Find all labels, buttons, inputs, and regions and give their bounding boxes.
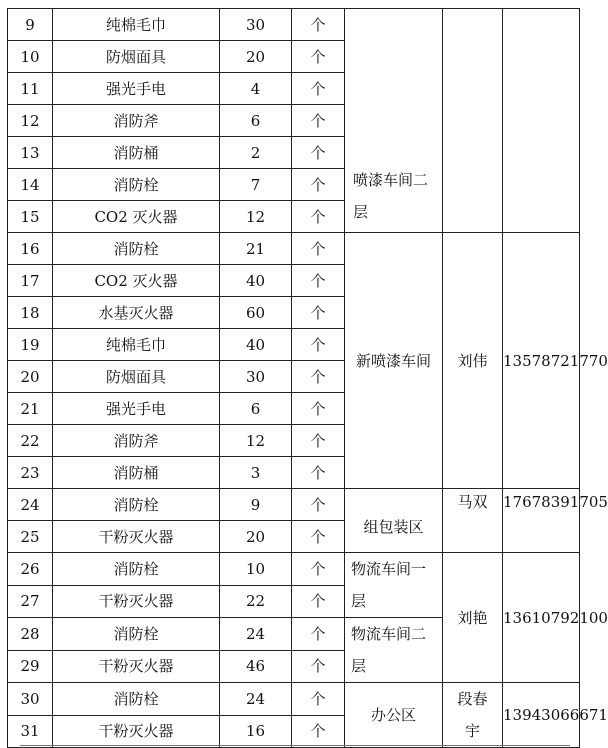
equipment-unit: 个 [292,715,345,748]
equipment-unit: 个 [292,425,345,457]
row-number: 18 [8,297,53,329]
equipment-unit: 个 [292,201,345,233]
equipment-unit: 个 [292,393,345,425]
equipment-quantity: 22 [220,585,292,618]
equipment-quantity: 2 [220,137,292,169]
equipment-unit: 个 [292,650,345,683]
equipment-quantity: 9 [220,489,292,521]
equipment-quantity: 40 [220,329,292,361]
equipment-name: 消防栓 [53,489,220,521]
table-row [8,683,580,716]
equipment-quantity: 7 [220,169,292,201]
row-number: 21 [8,393,53,425]
location-cell: 办公区 [345,683,443,748]
row-number: 15 [8,201,53,233]
row-number: 13 [8,137,53,169]
equipment-name: 消防桶 [53,457,220,489]
equipment-unit: 个 [292,683,345,716]
equipment-unit: 个 [292,553,345,586]
row-number: 26 [8,553,53,586]
row-number: 24 [8,489,53,521]
table-row [8,233,580,265]
equipment-name: 防烟面具 [53,361,220,393]
equipment-unit: 个 [292,137,345,169]
location-cell [345,618,443,683]
equipment-quantity: 24 [220,683,292,716]
equipment-quantity: 21 [220,233,292,265]
equipment-name: 消防栓 [53,233,220,265]
row-number: 28 [8,618,53,651]
equipment-quantity: 6 [220,393,292,425]
equipment-name: CO2 灭火器 [53,201,220,233]
equipment-unit: 个 [292,361,345,393]
table-body [8,9,608,748]
row-number: 30 [8,683,53,716]
location-cell: 新喷漆车间 [345,233,443,489]
location-cell [345,553,443,618]
location-penqi2: 喷漆车间二层 [353,170,429,221]
location-cell [345,9,443,233]
location-wuliu1: 物流车间一层 [351,560,427,610]
equipment-quantity: 10 [220,553,292,586]
equipment-name: 防烟面具 [53,41,220,73]
equipment-quantity: 20 [220,41,292,73]
row-number: 10 [8,41,53,73]
row-number: 20 [8,361,53,393]
equipment-unit: 个 [292,73,345,105]
phone-cell [503,9,580,233]
equipment-quantity: 20 [220,521,292,553]
location-cell [345,489,443,553]
equipment-name: 消防栓 [53,683,220,716]
equipment-name: 干粉灭火器 [53,715,220,748]
equipment-unit: 个 [292,41,345,73]
table-row [8,489,580,521]
manager-mashuang: 马双 [457,493,488,511]
equipment-unit: 个 [292,169,345,201]
equipment-unit: 个 [292,457,345,489]
equipment-quantity: 4 [220,73,292,105]
equipment-quantity: 12 [220,425,292,457]
equipment-name: 强光手电 [53,73,220,105]
equipment-quantity: 60 [220,297,292,329]
equipment-name: 水基灭火器 [53,297,220,329]
equipment-quantity: 3 [220,457,292,489]
equipment-unit: 个 [292,489,345,521]
equipment-unit: 个 [292,233,345,265]
row-number: 29 [8,650,53,683]
phone-cell: 13610792100 [503,553,580,683]
equipment-name: 消防斧 [53,425,220,457]
row-number: 11 [8,73,53,105]
row-number: 9 [8,9,53,41]
equipment-unit: 个 [292,9,345,41]
equipment-unit: 个 [292,521,345,553]
manager-cell: 刘伟 [443,233,503,489]
equipment-quantity: 24 [220,618,292,651]
equipment-name: 干粉灭火器 [53,650,220,683]
manager-duanchunyu: 段春宇 [457,690,488,740]
phone-cell: 13943066671 [503,683,580,748]
equipment-unit: 个 [292,585,345,618]
location-wuliu2: 物流车间二层 [351,625,427,675]
equipment-quantity: 30 [220,361,292,393]
phone-cell [503,489,608,553]
row-number: 16 [8,233,53,265]
equipment-unit: 个 [292,265,345,297]
row-number: 22 [8,425,53,457]
equipment-quantity: 40 [220,265,292,297]
phone-cell: 13578721770 [503,233,580,489]
equipment-quantity: 46 [220,650,292,683]
equipment-unit: 个 [292,329,345,361]
equipment-name: CO2 灭火器 [53,265,220,297]
row-number: 12 [8,105,53,137]
phone-mashuang: 17678391705 [503,493,608,511]
fire-equipment-table [7,8,608,748]
row-number: 31 [8,715,53,748]
table-row [8,553,580,586]
equipment-name: 干粉灭火器 [53,585,220,618]
equipment-name: 消防栓 [53,618,220,651]
manager-cell [443,683,503,748]
row-number: 17 [8,265,53,297]
equipment-name: 干粉灭火器 [53,521,220,553]
manager-cell: 刘艳 [443,553,503,683]
row-number: 25 [8,521,53,553]
equipment-quantity: 30 [220,9,292,41]
equipment-name: 消防栓 [53,553,220,586]
manager-cell [443,489,503,553]
equipment-quantity: 6 [220,105,292,137]
equipment-name: 消防栓 [53,169,220,201]
equipment-name: 消防桶 [53,137,220,169]
row-number: 27 [8,585,53,618]
location-zubao: 组包装区 [363,517,424,536]
equipment-unit: 个 [292,618,345,651]
equipment-name: 强光手电 [53,393,220,425]
manager-cell [443,9,503,233]
equipment-quantity: 12 [220,201,292,233]
row-number: 23 [8,457,53,489]
equipment-name: 消防斧 [53,105,220,137]
equipment-name: 纯棉毛巾 [53,329,220,361]
equipment-unit: 个 [292,105,345,137]
table-row [8,9,580,41]
equipment-unit: 个 [292,297,345,329]
cut-off-text-line [20,741,570,747]
equipment-quantity: 16 [220,715,292,748]
row-number: 19 [8,329,53,361]
equipment-name: 纯棉毛巾 [53,9,220,41]
row-number: 14 [8,169,53,201]
